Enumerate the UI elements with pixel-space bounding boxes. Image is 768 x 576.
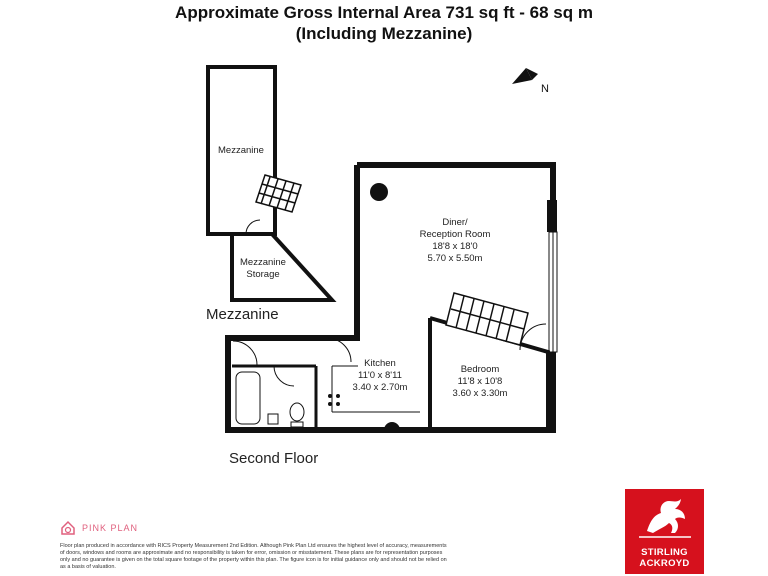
bedroom-imperial: 11'8 x 10'8: [457, 376, 503, 387]
bathroom-door-icon: [274, 366, 294, 386]
toilet-icon: [290, 403, 304, 421]
bedroom-stairs: [446, 293, 528, 345]
diner-name-2: Reception Room: [419, 229, 491, 240]
title-note: (Including Mezzanine): [295, 24, 473, 43]
diner-name-1: Diner/: [442, 217, 468, 228]
bedroom-name: Bedroom: [460, 364, 500, 375]
storage-door-icon: [246, 220, 260, 234]
diner-metric: 5.70 x 5.50m: [427, 253, 483, 264]
floor-label-mezzanine: Mezzanine: [206, 306, 279, 323]
mezzanine-storage-label-1: Mezzanine: [240, 257, 286, 268]
brand-name: [625, 547, 704, 569]
bedroom-metric: 3.60 x 3.30m: [452, 388, 508, 399]
disclaimer-text: Floor plan produced in accordance with RICS Property Measurement 2nd Edition. Although Pink Plan Ltd ensures the highest level of accuracy, measurements of doors, windows and rooms are approximate and no responsibility is taken for error, omission or misstatement. These plans are for representation purposes only and no guarantee is given on the total square footage of the property within this plan. The figure icon is for initial guidance only and should not be relied on as a basis of valuation.: [60, 543, 447, 570]
brand-line-2: ACKROYD: [639, 558, 690, 569]
pink-plan-label: PINK PLAN: [82, 523, 139, 533]
kitchen-door-icon: [327, 338, 351, 362]
stirling-ackroyd-logo: [625, 489, 704, 574]
mezzanine-room-label: Mezzanine: [218, 145, 264, 156]
bathtub-icon: [236, 372, 260, 424]
title-area: Approximate Gross Internal Area 731 sq ft - 68 sq m: [175, 3, 593, 22]
mezzanine-storage-label-2: Storage: [246, 269, 280, 280]
column-icon: [370, 183, 388, 201]
griffin-icon: [625, 489, 704, 545]
mezzanine-stairs: [256, 175, 301, 212]
kitchen-name: Kitchen: [364, 358, 396, 369]
kitchen-imperial: 11'0 x 8'11: [358, 370, 402, 381]
house-icon: [60, 520, 76, 536]
diner-imperial: 18'8 x 18'0: [432, 241, 478, 252]
brand-line-1: STIRLING: [641, 547, 688, 558]
pink-plan-logo: [60, 520, 138, 536]
kitchen-metric: 3.40 x 2.70m: [352, 382, 408, 393]
north-label: N: [541, 83, 549, 95]
entry-door-icon: [233, 341, 257, 365]
floor-label-second: Second Floor: [229, 450, 319, 467]
